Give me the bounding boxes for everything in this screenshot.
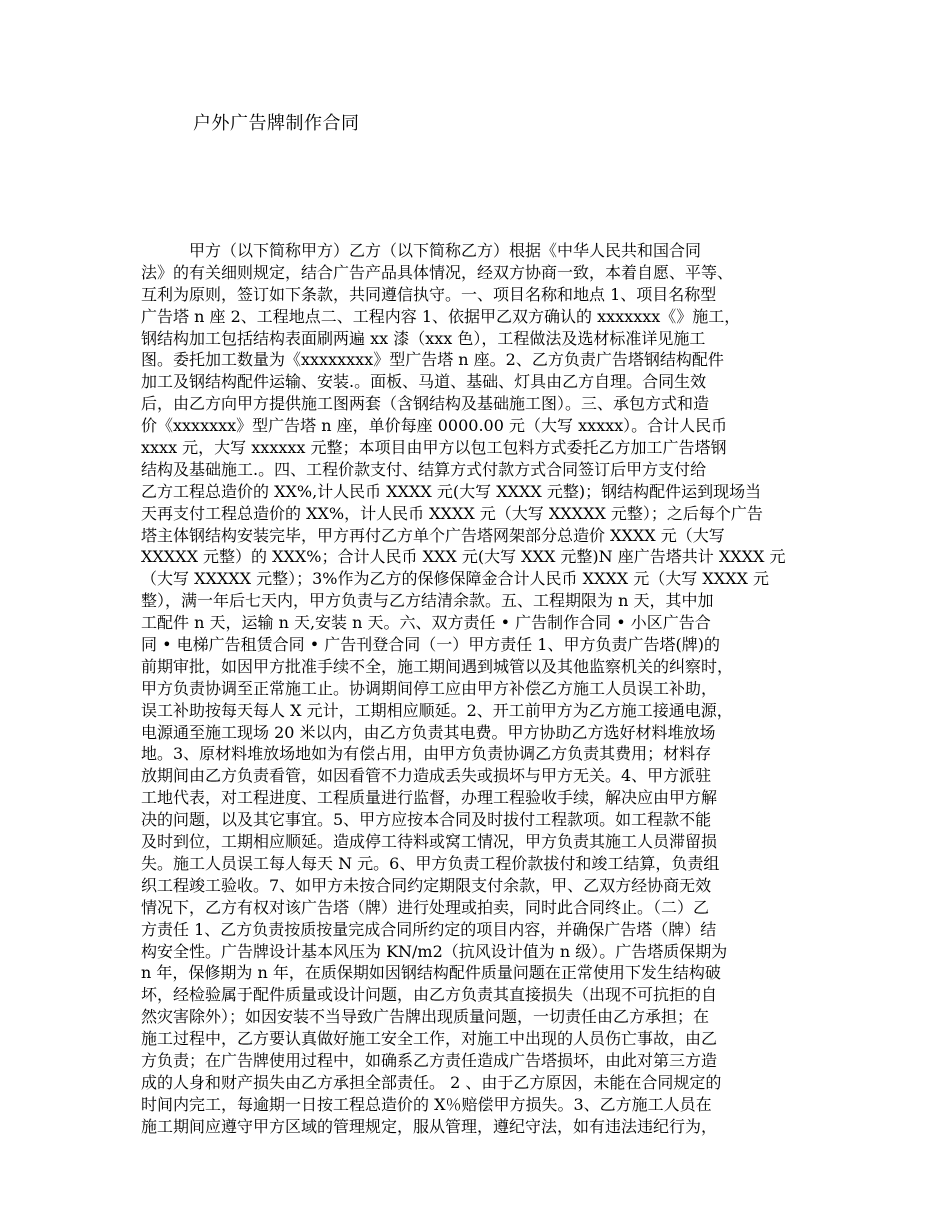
body-line: 误工补助按每天每人 X 元计，工期相应顺延。2、开工前甲方为乙方施工接通电源， [141, 700, 733, 720]
body-line: 电源通至施工现场 20 米以内，由乙方负责其电费。甲方协助乙方选好材料堆放场 [141, 722, 716, 742]
body-line: 坏，经检验属于配件质量或设计问题，由乙方负责其直接损失（出现不可抗拒的自 [141, 985, 718, 1005]
body-line: 甲方负责协调至正常施工止。协调期间停工应由甲方补偿乙方施工人员误工补助， [141, 678, 718, 698]
body-line: 前期审批，如因甲方批准手续不全，施工期间遇到城管以及其他监察机关的纠察时， [141, 656, 734, 676]
body-line: 塔主体钢结构安装完毕，甲方再付乙方单个广告塔网架部分总造价 XXXX 元（大写 [141, 525, 725, 545]
body-line: n 年，保修期为 n 年，在质保期如因钢结构配件质量问题在正常使用下发生结构破 [141, 963, 721, 983]
body-line: 地。3、原材料堆放场地如为有偿占用，由甲方负责协调乙方负责其费用；材料存 [141, 744, 712, 764]
body-line: 同 • 电梯广告租赁合同 • 广告刊登合同（一）甲方责任 1、甲方负责广告塔(牌)的 [141, 635, 720, 655]
body-line: 天再支付工程总造价的 XX%，计人民币 XXXX 元（大写 XXXXX 元整）；之后每个广告 [141, 503, 763, 523]
body-line: （大写 XXXXX 元整）；3%作为乙方的保修保障金合计人民币 XXXX 元（大写 XXXX 元 [141, 569, 769, 589]
body-line: 成的人身和财产损失由乙方承担全部责任。 2 、由于乙方原因，未能在合同规定的 [141, 1072, 722, 1092]
body-line: 工配件 n 天，运输 n 天,安装 n 天。六、双方责任 • 广告制作合同 • 小区广告合 [141, 613, 711, 633]
body-line: 后，由乙方向甲方提供施工图两套（含钢结构及基础施工图）。三、承包方式和造 [141, 394, 710, 414]
body-line: 价《xxxxxxx》型广告塔 n 座，单价每座 0000.00 元（大写 xxxxx）。合计人民币 [141, 416, 728, 436]
body-line: 广告塔 n 座 2、工程地点二、工程内容 1、依据甲乙双方确认的 xxxxxxx《》施工， [141, 306, 741, 326]
body-line: 时间内完工，每逾期一日按工程总造价的 X％赔偿甲方损失。3、乙方施工人员在 [141, 1094, 712, 1114]
body-line: 乙方工程总造价的 XX%,计人民币 XXXX 元(大写 XXXX 元整)；钢结构配件运到现场当 [141, 481, 762, 501]
body-line: 施工期间应遵守甲方区域的管理规定，服从管理，遵纪守法，如有违法违纪行为， [141, 1116, 718, 1136]
body-line: 方负责；在广告牌使用过程中，如确系乙方责任造成广告塔损坏，由此对第三方造 [141, 1050, 718, 1070]
body-line: 结构及基础施工.。四、工程价款支付、结算方式付款方式合同签订后甲方支付给 [141, 459, 707, 479]
body-line: XXXXX 元整）的 XXX%；合计人民币 XXX 元(大写 XXX 元整)N 座广告塔共计 XXXX 元 [141, 547, 786, 567]
body-line: 加工及钢结构配件运输、安装.。面板、马道、基础、灯具由乙方自理。合同生效 [141, 372, 707, 392]
document-body [141, 240, 811, 1138]
body-line: 甲方（以下简称甲方）乙方（以下简称乙方）根据《中华人民共和国合同 [141, 241, 702, 260]
body-line: 及时到位，工期相应顺延。造成停工待料或窝工情况，甲方负责其施工人员滞留损 [141, 832, 718, 852]
body-line: xxxx 元，大写 xxxxxx 元整；本项目由甲方以包工包料方式委托乙方加工广告塔钢 [141, 438, 727, 458]
body-line: 法》的有关细则规定，结合广告产品具体情况，经双方协商一致，本着自愿、平等、 [141, 262, 734, 282]
body-line: 钢结构加工包括结构表面刷两遍 xx 漆（xxx 色），工程做法及选材标准详见施工 [141, 328, 706, 348]
body-line: 然灾害除外）；如因安装不当导致广告牌出现质量问题，一切责任由乙方承担；在 [141, 1007, 710, 1027]
body-line: 互利为原则，签订如下条款，共同遵信执守。一、项目名称和地点 1、项目名称型 [141, 284, 717, 304]
body-line: 方责任 1、乙方负责按质按量完成合同所约定的项目内容，并确保广告塔（牌）结 [141, 919, 717, 939]
body-line: 决的问题，以及其它事宜。5、甲方应按本合同及时拔付工程款项。如工程款不能 [141, 810, 712, 830]
body-line: 工地代表，对工程进度、工程质量进行监督，办理工程验收手续，解决应由甲方解 [141, 788, 718, 808]
document-title: 户外广告牌制作合同 [193, 113, 360, 134]
body-line: 失。施工人员误工每人每天 N 元。6、甲方负责工程价款拔付和竣工结算，负责组 [141, 853, 720, 873]
body-line: 构安全性。广告牌设计基本风压为 KN/m2（抗风设计值为 n 级）。广告塔质保期为 [141, 941, 728, 961]
body-line: 整），满一年后七天内，甲方负责与乙方结清余款。五、工程期限为 n 天，其中加 [141, 591, 714, 611]
body-line: 织工程竣工验收。7、如甲方未按合同约定期限支付余款，甲、乙双方经协商无效 [141, 875, 712, 895]
body-line: 图。委托加工数量为《xxxxxxxx》型广告塔 n 座。2、乙方负责广告塔钢结构配件 [141, 350, 724, 370]
body-line: 情况下，乙方有权对该广告塔（牌）进行处理或拍卖，同时此合同终止。（二）乙 [141, 897, 710, 917]
body-line: 放期间由乙方负责看管，如因看管不力造成丢失或损坏与甲方无关。4、甲方派驻 [141, 766, 712, 786]
body-line: 施工过程中，乙方要认真做好施工安全工作，对施工中出现的人员伤亡事故，由乙 [141, 1029, 718, 1049]
